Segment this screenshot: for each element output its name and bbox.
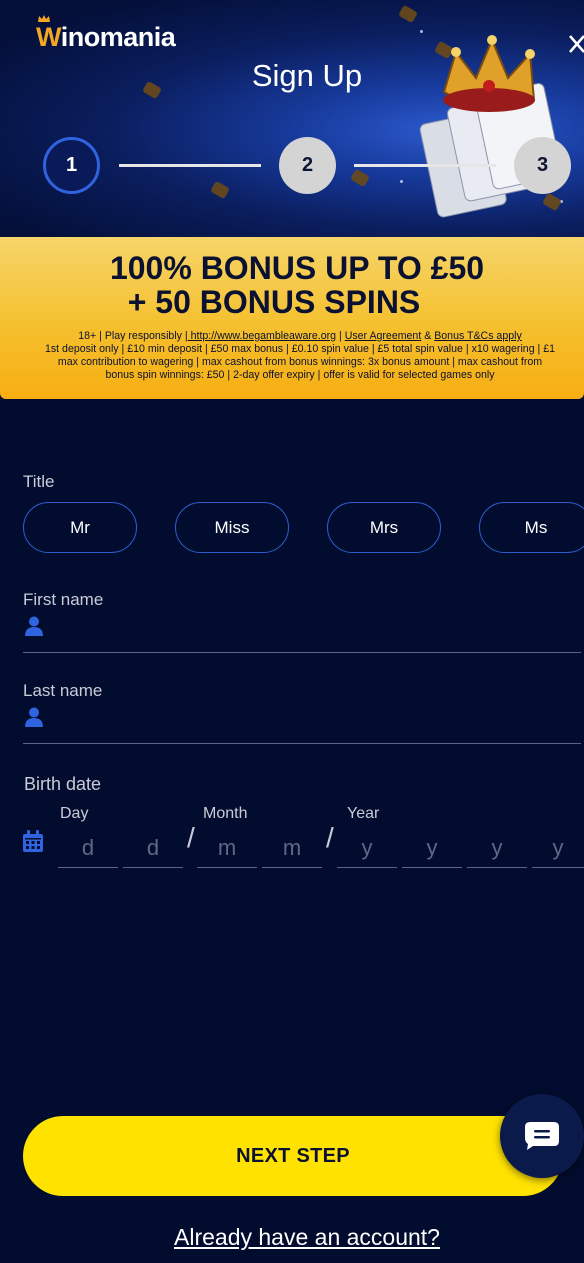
year-digit-2-input[interactable]: y bbox=[402, 828, 462, 868]
title-option-miss[interactable]: Miss bbox=[175, 502, 289, 553]
calendar-icon bbox=[22, 830, 44, 853]
year-digit-1-input[interactable]: y bbox=[337, 828, 397, 868]
winomania-logo bbox=[36, 22, 175, 53]
bonus-subheadline: + 50 BONUS SPINS bbox=[127, 284, 421, 320]
year-label: Year bbox=[347, 805, 380, 822]
logo-crown-icon bbox=[38, 15, 50, 22]
bonus-terms bbox=[24, 330, 576, 382]
date-separator: / bbox=[326, 822, 334, 853]
day-digit-2-input[interactable]: d bbox=[123, 828, 183, 868]
live-chat-button[interactable] bbox=[500, 1094, 584, 1178]
logo-w: W bbox=[36, 22, 61, 52]
step-indicator-3: 3 bbox=[514, 137, 571, 194]
chip-decoration bbox=[210, 181, 230, 199]
title-option-ms[interactable]: Ms bbox=[479, 502, 584, 553]
last-name-input[interactable] bbox=[23, 743, 581, 744]
date-separator: / bbox=[187, 822, 195, 853]
page-title: Sign Up bbox=[251, 58, 363, 93]
terms-line-1 bbox=[24, 330, 576, 343]
bonus-headline: 100% BONUS UP TO £50 bbox=[109, 250, 485, 286]
year-digit-4-input[interactable]: y bbox=[532, 828, 584, 868]
title-label: Title bbox=[23, 472, 55, 491]
title-option-mrs[interactable]: Mrs bbox=[327, 502, 441, 553]
terms-line-2: 1st deposit only | £10 min deposit | £50 max bonus | £0.10 spin value | £5 total spin value | x10 wagering | £1 bbox=[44, 343, 556, 355]
title-option-mr[interactable]: Mr bbox=[23, 502, 137, 553]
first-name-input[interactable] bbox=[23, 652, 581, 653]
terms-ampersand: & bbox=[421, 330, 435, 342]
step-indicator-2: 2 bbox=[279, 137, 336, 194]
chat-icon bbox=[525, 1122, 559, 1150]
birth-date-label: Birth date bbox=[24, 774, 102, 794]
terms-line-4: bonus spin winnings: £50 | 2-day offer expiry | offer is valid for selected games only bbox=[105, 369, 495, 381]
month-digit-2-input[interactable]: m bbox=[262, 828, 322, 868]
close-icon[interactable] bbox=[564, 30, 584, 58]
bonus-banner bbox=[0, 237, 584, 399]
terms-prefix: 18+ | Play responsibly | bbox=[78, 330, 188, 342]
chip-decoration bbox=[350, 169, 370, 187]
signup-header bbox=[0, 0, 584, 237]
chip-decoration bbox=[398, 5, 418, 23]
step-connector bbox=[119, 164, 261, 167]
logo-text: inomania bbox=[60, 22, 176, 52]
terms-separator: | bbox=[336, 330, 345, 342]
user-icon bbox=[25, 707, 43, 727]
year-digit-3-input[interactable]: y bbox=[467, 828, 527, 868]
last-name-label: Last name bbox=[23, 681, 103, 700]
already-have-account-link[interactable]: Already have an account? bbox=[174, 1224, 440, 1250]
user-agreement-link[interactable]: User Agreement bbox=[344, 330, 422, 342]
day-digit-1-input[interactable]: d bbox=[58, 828, 118, 868]
begambleaware-link[interactable]: http://www.begambleaware.org bbox=[187, 330, 337, 342]
step-connector bbox=[354, 164, 496, 167]
terms-line-3: max contribution to wagering | max cashout from bonus winnings: 3x bonus amount | max cashout from bbox=[57, 356, 543, 368]
crown-cards-illustration bbox=[384, 22, 584, 222]
user-icon bbox=[25, 616, 43, 636]
first-name-label: First name bbox=[23, 590, 104, 609]
step-indicator-1: 1 bbox=[43, 137, 100, 194]
month-digit-1-input[interactable]: m bbox=[197, 828, 257, 868]
next-step-button[interactable]: NEXT STEP bbox=[23, 1116, 563, 1196]
day-label: Day bbox=[60, 805, 89, 822]
bonus-tcs-link[interactable]: Bonus T&Cs apply bbox=[434, 330, 522, 342]
month-label: Month bbox=[203, 805, 248, 822]
